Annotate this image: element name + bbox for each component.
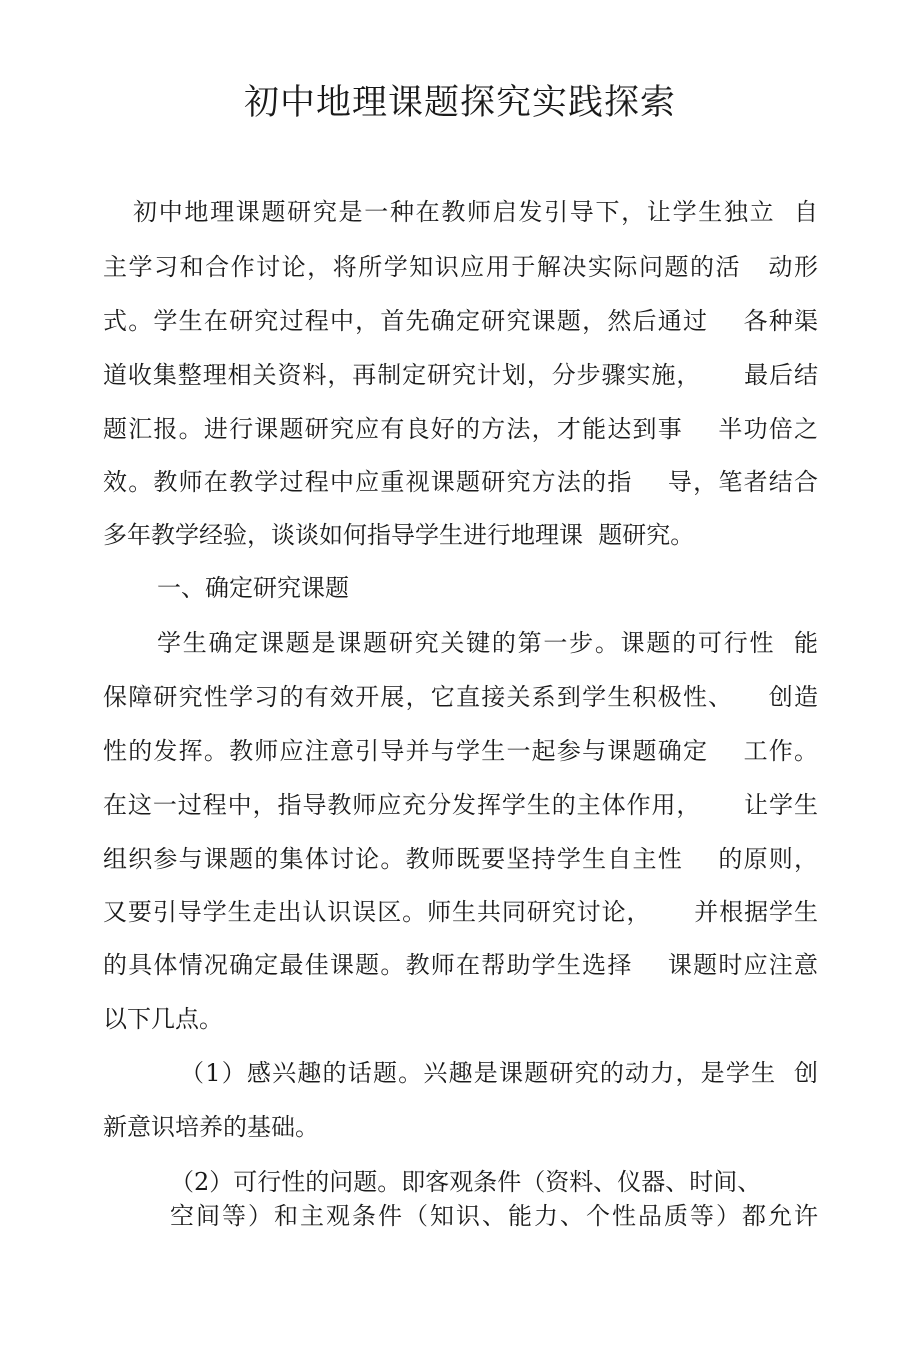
- paragraph-2-line-3: 性的发挥。教师应注意引导并与学生一起参与课题确定 工作。: [103, 737, 818, 765]
- paragraph-1-line-4: 道收集整理相关资料，再制定研究计划，分步骤实施， 最后结: [103, 361, 818, 389]
- paragraph-1-line-1: 初中地理课题研究是一种在教师启发引导下，让学生独立 自: [133, 198, 818, 226]
- paragraph-1-line-7: 多年教学经验，谈谈如何指导学生进行地理课 题研究。: [103, 521, 695, 549]
- paragraph-2-line-7: 的具体情况确定最佳课题。教师在帮助学生选择 课题时应注意: [103, 951, 818, 979]
- section-1-heading: 一、确定研究课题: [157, 574, 349, 602]
- paragraph-2-line-6: 又要引导学生走出认识误区。师生共同研究讨论， 并根据学生: [103, 898, 818, 926]
- paragraph-2-line-2: 保障研究性学习的有效开展，它直接关系到学生积极性、 创造: [103, 683, 818, 711]
- item-2-line-2: 空间等）和主观条件（知识、能力、个性品质等）都允许: [170, 1202, 818, 1230]
- paragraph-1-line-2: 主学习和合作讨论，将所学知识应用于解决实际问题的活 动形: [103, 253, 818, 281]
- item-2-line-1: （2）可行性的问题。即客观条件（资料、仪器、时间、: [170, 1168, 762, 1196]
- item-1-line-2: 新意识培养的基础。: [103, 1113, 319, 1141]
- item-1-line-1: （1）感兴趣的话题。兴趣是课题研究的动力，是学生 创: [180, 1059, 818, 1087]
- paragraph-2-line-8: 以下几点。: [103, 1005, 223, 1033]
- paragraph-1-line-5: 题汇报。进行课题研究应有良好的方法，才能达到事 半功倍之: [103, 415, 818, 443]
- paragraph-2-line-5: 组织参与课题的集体讨论。教师既要坚持学生自主性 的原则，: [103, 845, 818, 873]
- paragraph-1-line-3: 式。学生在研究过程中，首先确定研究课题，然后通过 各种渠: [103, 307, 818, 335]
- paragraph-2-line-1: 学生确定课题是课题研究关键的第一步。课题的可行性 能: [157, 629, 818, 657]
- paragraph-1-line-6: 效。教师在教学过程中应重视课题研究方法的指 导，笔者结合: [103, 468, 818, 496]
- document-title: 初中地理课题探究实践探索: [243, 83, 676, 123]
- paragraph-2-line-4: 在这一过程中，指导教师应充分发挥学生的主体作用， 让学生: [103, 791, 818, 819]
